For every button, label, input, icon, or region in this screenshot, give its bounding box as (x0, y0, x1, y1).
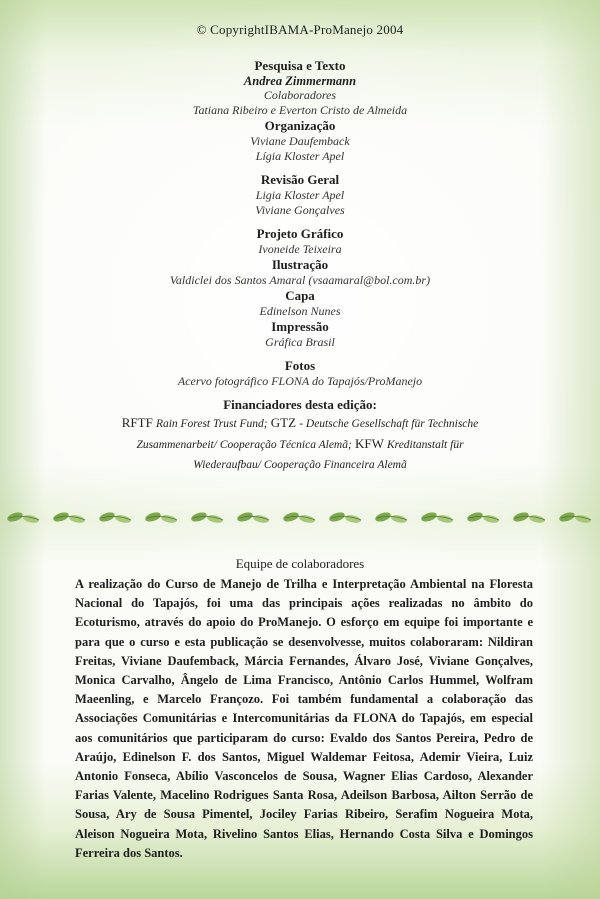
leaf-icon (282, 510, 318, 524)
section-heading-impressao: Impressão (271, 319, 329, 334)
funders-line (40, 434, 560, 455)
funder-name-gtz: - Deutsche Gesellschaft für Technische (299, 418, 479, 430)
funder-abbr-kfw: KFW (354, 436, 384, 451)
lead-author: Andrea Zimmermann (243, 74, 357, 88)
projeto-name: Ivoneide Teixeira (258, 242, 342, 256)
ilustracao-name: Valdiclei dos Santos Amaral (vsaamaral@bol.com.br) (169, 273, 431, 287)
leaf-icon (52, 510, 88, 524)
leaf-icon (558, 510, 594, 524)
revisao-name: Viviane Gonçalves (255, 203, 345, 217)
funder-abbr-gtz: GTZ (270, 415, 297, 430)
funder-name-gtz-cont: Zusammenarbeit/ Cooperação Técnica Alemã; (136, 439, 352, 451)
leaf-icon (420, 510, 456, 524)
leaf-icon (98, 510, 134, 524)
section-heading-revisao: Revisão Geral (260, 172, 340, 187)
leaf-icon (466, 510, 502, 524)
leaf-icon (190, 510, 226, 524)
leaf-divider (6, 506, 594, 528)
leaf-icon (6, 510, 42, 524)
team-title: Equipe de colaboradores (235, 556, 365, 571)
team-paragraph: A realização do Curso de Manejo de Trilha e Interpretação Ambiental na Floresta Nacional do Tapajós, foi uma das principais ações realizadas no âmbito do Ecoturismo, através do apoio do ProManejo. O esforço em equipe foi importante e para que o curso e esta publicação se desenvolvesse, muitos colaboraram: Nildiran Freitas, Viviane Daufemback, Márcia Fernandes, Álvaro José, Viviane Gonçalves, Monica Carvalho, Ângelo de Lima Francisco, Antônio Carlos Hummel, Wolfram Maeenling, e Marcelo Françozo. Foi também fundamental a colaboração das Associações Comunitárias e Intercomunitárias da FLONA do Tapajós, em especial aos comunitários que participaram do curso: Evaldo dos Santos Pereira, Pedro de Araújo, Edinelson F. dos Santos, Miguel Waldemar Feitosa, Ademir Vieira, Luiz Antonio Fonseca, Abílio Vasconcelos de Sousa, Wagner Elias Cardoso, Alexander Farias Valente, Macelino Rodrigues Santa Rosa, Adeilson Barbosa, Ailton Serrão de Sousa, Ary de Sousa Pimentel, Jociley Farias Ribeiro, Serafim Nogueira Mota, Aleison Nogueira Mota, Rivelino Santos Elias, Hernando Costa Silva e Domingos Ferreira dos Santos. (75, 577, 533, 860)
organizacao-name: Lígia Kloster Apel (255, 149, 345, 163)
impressao-name: Gráfica Brasil (265, 335, 335, 349)
capa-name: Edinelson Nunes (259, 304, 341, 318)
leaf-icon (144, 510, 180, 524)
funders-line (40, 413, 560, 434)
credits-block (40, 58, 560, 475)
funder-name-kfw: Kreditanstalt für (386, 439, 464, 451)
section-heading-capa: Capa (285, 288, 315, 303)
funder-name-rftf: Rain Forest Trust Fund; (155, 418, 268, 430)
copyright-notice: © CopyrightIBAMA-ProManejo 2004 (196, 22, 404, 37)
leaf-icon (374, 510, 410, 524)
funder-abbr-rftf: RFTF (121, 415, 153, 430)
collaborators-names: Tatiana Ribeiro e Everton Cristo de Almeida (192, 103, 408, 117)
section-heading-organizacao: Organização (264, 118, 336, 133)
section-heading-fotos: Fotos (284, 358, 316, 373)
section-heading-pesquisa: Pesquisa e Texto (254, 58, 346, 73)
section-heading-projeto: Projeto Gráfico (256, 226, 344, 241)
revisao-name: Ligia Kloster Apel (255, 188, 345, 202)
organizacao-name: Viviane Daufemback (250, 134, 350, 148)
leaf-icon (236, 510, 272, 524)
collaborators-label: Colaboradores (263, 88, 337, 102)
fotos-name: Acervo fotográfico FLONA do Tapajós/ProManejo (177, 374, 423, 388)
funders-line (40, 455, 560, 475)
funder-name-kfw-cont: Wiederaufbau/ Cooperação Financeira Alemã (193, 459, 407, 471)
leaf-icon (328, 510, 364, 524)
section-heading-ilustracao: Ilustração (271, 257, 329, 272)
leaf-icon (512, 510, 548, 524)
section-heading-financiadores: Financiadores desta edição: (223, 397, 377, 412)
